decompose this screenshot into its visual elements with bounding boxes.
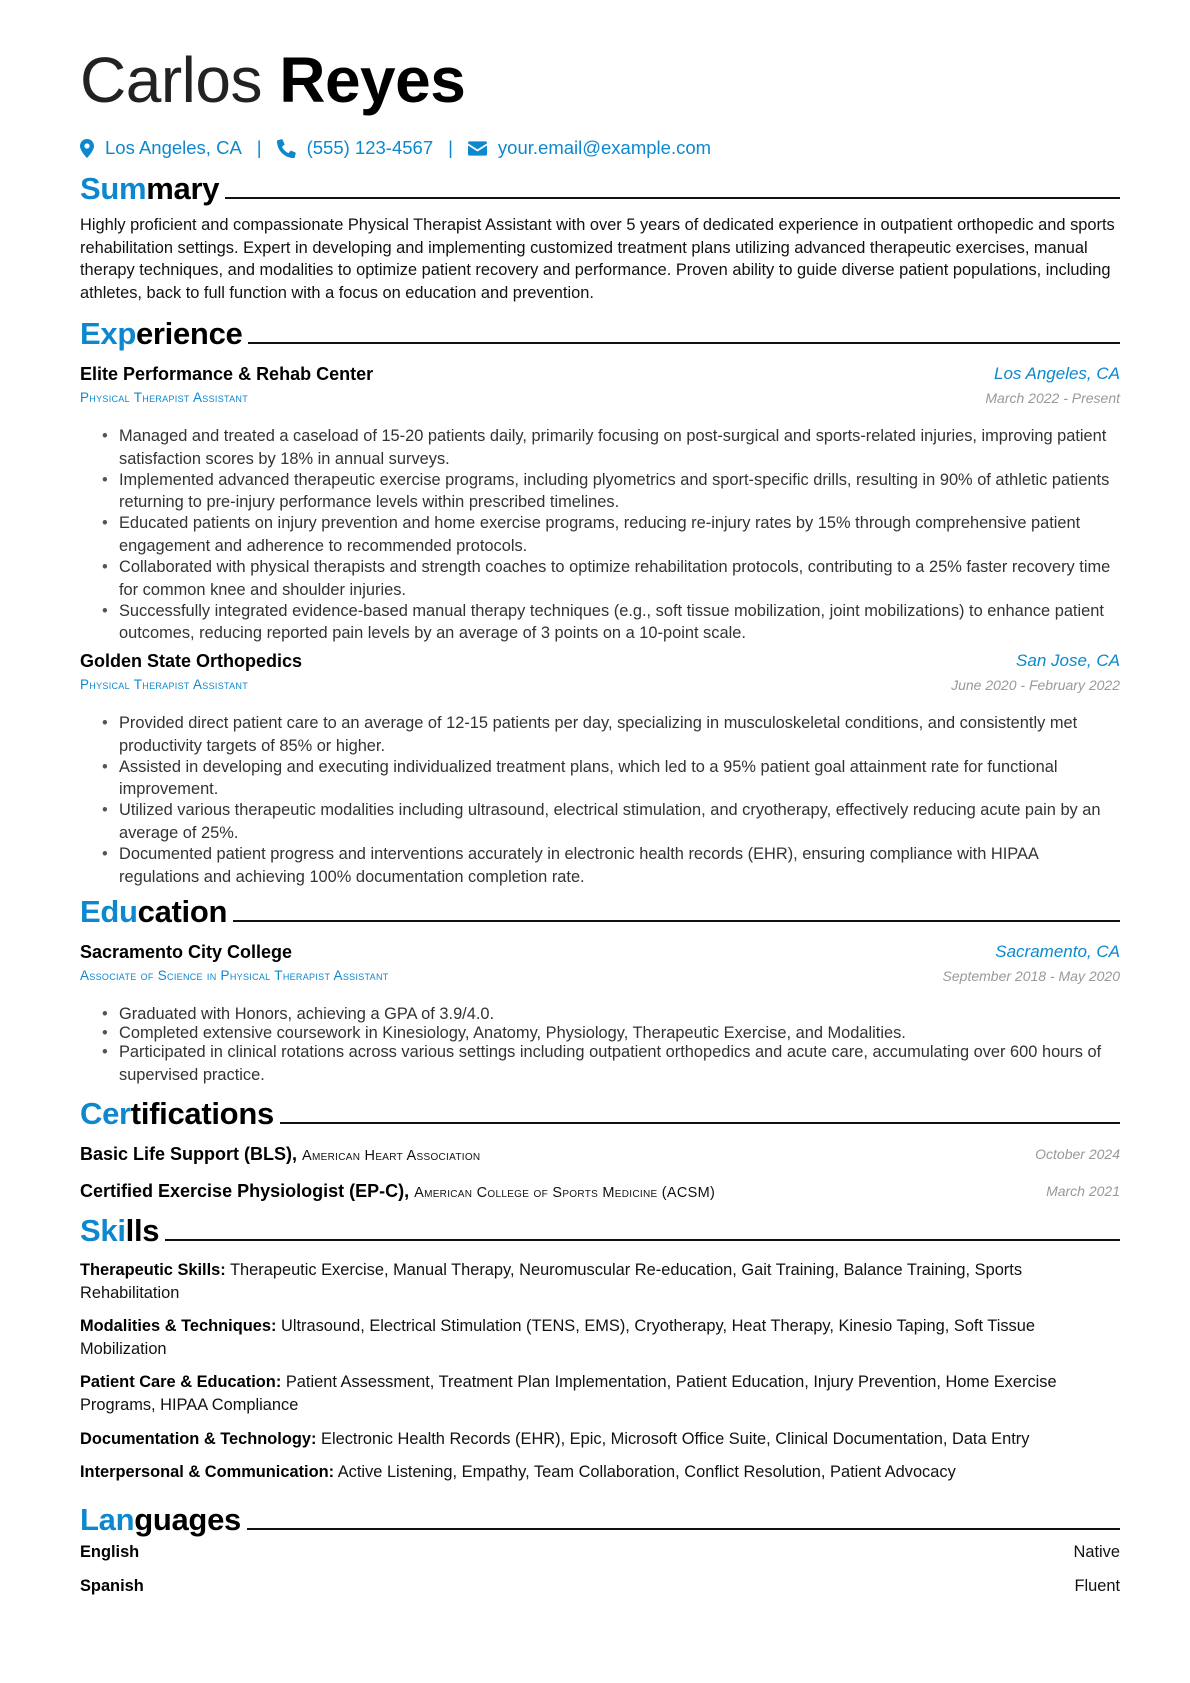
- language-name: Spanish: [80, 1577, 144, 1595]
- job-bullets: [80, 425, 1120, 643]
- skill-label: Modalities & Techniques:: [80, 1317, 277, 1335]
- section-title: Summary: [80, 171, 220, 206]
- last-name: Reyes: [279, 44, 466, 116]
- section-education-heading: [80, 890, 1120, 930]
- education-entry-header: [80, 942, 1120, 988]
- contact-location: [80, 137, 242, 159]
- section-title: Education: [80, 894, 228, 929]
- certification-row: [80, 1181, 1120, 1209]
- contact-separator: |: [256, 137, 262, 158]
- location-text: Los Angeles, CA: [105, 137, 242, 158]
- certification-name: Basic Life Support (BLS), American Heart Association: [80, 1144, 481, 1164]
- list-item: • Completed extensive coursework in Kinesiology, Anatomy, Physiology, Therapeutic Exercise, and Modalities.: [80, 1022, 1120, 1045]
- list-item: • Graduated with Honors, achieving a GPA of 3.9/4.0.: [80, 1003, 1120, 1026]
- section-rule: [247, 1528, 1120, 1530]
- list-item: • Managed and treated a caseload of 15-20 patients daily, primarily focusing on post-surgical and sports-related injuries, improving patient satisfaction scores by 18% in annual surveys.: [80, 425, 1120, 470]
- skill-label: Documentation & Technology:: [80, 1430, 317, 1448]
- skill-list: Patient Assessment, Treatment Plan Implementation, Patient Education, Injury Prevention, Home Exercise Programs, HIPAA Compliance: [80, 1373, 1057, 1414]
- contact-separator: |: [448, 137, 453, 158]
- job-bullets: [80, 712, 1120, 887]
- section-rule: [248, 342, 1120, 344]
- skill-list: Therapeutic Exercise, Manual Therapy, Neuromuscular Re-education, Gait Training, Balance Training, Sports Rehabilitation: [80, 1261, 1023, 1302]
- certification-date: March 2021: [1046, 1183, 1120, 1199]
- job-title: Physical Therapist Assistant: [80, 390, 249, 405]
- certification-issuer: American College of Sports Medicine (ACSM): [414, 1185, 716, 1201]
- section-title: Languages: [80, 1502, 241, 1537]
- degree-title: Associate of Science in Physical Therapist Assistant: [80, 968, 389, 983]
- skill-list: Ultrasound, Electrical Stimulation (TENS, EMS), Cryotherapy, Heat Therapy, Kinesio Taping, Soft Tissue Mobilization: [80, 1317, 1035, 1358]
- section-summary-heading: [80, 167, 1120, 207]
- section-rule: [280, 1122, 1120, 1124]
- job-dates: March 2022 - Present: [985, 390, 1120, 406]
- phone-text: (555) 123-4567: [306, 137, 434, 158]
- section-title: Skills: [80, 1213, 160, 1248]
- list-item: • Assisted in developing and executing individualized treatment plans, which led to a 95% patient goal attainment rate for functional improvement.: [80, 756, 1120, 801]
- list-item: • Successfully integrated evidence-based manual therapy techniques (e.g., soft tissue mobilization, joint mobilizations) to enhance patient outcomes, reducing reported pain levels by an average of 3 points on a 10-point scale.: [80, 600, 1120, 645]
- skill-label: Therapeutic Skills:: [80, 1261, 226, 1279]
- skill-label: Interpersonal & Communication:: [80, 1463, 335, 1481]
- skill-list: Electronic Health Records (EHR), Epic, Microsoft Office Suite, Clinical Documentation, Data Entry: [321, 1430, 1030, 1448]
- employer-name: Golden State Orthopedics: [80, 651, 303, 671]
- job-entry-header: [80, 364, 1120, 410]
- phone-icon: [277, 139, 296, 158]
- list-item: • Participated in clinical rotations across various settings including outpatient orthopedics and acute care, accumulating over 600 hours of supervised practice.: [80, 1041, 1120, 1086]
- job-entry-header: [80, 651, 1120, 697]
- certification-issuer: American Heart Association: [302, 1148, 481, 1164]
- section-rule: [225, 197, 1120, 199]
- skill-group: [80, 1461, 1120, 1484]
- section-title: Certifications: [80, 1096, 274, 1131]
- language-row: [80, 1577, 1120, 1601]
- section-certifications-heading: [80, 1092, 1120, 1132]
- section-title: Experience: [80, 316, 243, 351]
- skill-group: [80, 1428, 1120, 1451]
- candidate-name: [80, 40, 465, 120]
- certification-date: October 2024: [1035, 1146, 1120, 1162]
- skill-group: [80, 1315, 1120, 1360]
- language-level: Native: [1073, 1543, 1120, 1561]
- summary-text: Highly proficient and compassionate Physical Therapist Assistant with over 5 years of dedicated experience in outpatient orthopedic and sports rehabilitation settings. Expert in developing and implementing customized treatment plans utilizing advanced therapeutic exercises, manual therapy techniques, and modalities to optimize patient recovery and performance. Proven ability to guide diverse patient populations, including athletes, back to full function with a focus on education and prevention.: [80, 216, 1115, 302]
- first-name: Carlos: [80, 44, 262, 116]
- job-location: San Jose, CA: [1016, 651, 1120, 670]
- list-item: • Implemented advanced therapeutic exercise programs, including plyometrics and sport-specific drills, resulting in 90% of athletic patients returning to pre-injury performance levels within prescribed timelines.: [80, 469, 1120, 514]
- job-title: Physical Therapist Assistant: [80, 677, 249, 692]
- envelope-icon: [468, 141, 487, 156]
- education-bullets: [80, 1003, 1120, 1085]
- education-dates: September 2018 - May 2020: [942, 968, 1120, 984]
- job-dates: June 2020 - February 2022: [951, 677, 1120, 693]
- language-row: [80, 1543, 1120, 1567]
- email-text: your.email@example.com: [497, 137, 712, 158]
- section-skills-heading: [80, 1209, 1120, 1249]
- job-location: Los Angeles, CA: [994, 364, 1120, 383]
- certification-row: [80, 1144, 1120, 1172]
- school-location: Sacramento, CA: [995, 942, 1120, 961]
- map-pin-icon: [80, 139, 94, 158]
- employer-name: Elite Performance & Rehab Center: [80, 364, 374, 384]
- list-item: • Provided direct patient care to an average of 12-15 patients per day, specializing in musculoskeletal conditions, and consistently met productivity targets of 85% or higher.: [80, 712, 1120, 757]
- list-item: • Documented patient progress and interventions accurately in electronic health records (EHR), ensuring compliance with HIPAA regulations and achieving 100% documentation completion rate.: [80, 843, 1120, 888]
- list-item: • Collaborated with physical therapists and strength coaches to optimize rehabilitation protocols, contributing to a 25% faster recovery time for common knee and shoulder injuries.: [80, 556, 1120, 601]
- section-rule: [165, 1239, 1120, 1241]
- section-rule: [233, 920, 1120, 922]
- section-languages-heading: [80, 1498, 1120, 1538]
- school-name: Sacramento City College: [80, 942, 293, 962]
- skill-list: Active Listening, Empathy, Team Collaboration, Conflict Resolution, Patient Advocacy: [337, 1463, 956, 1481]
- list-item: • Utilized various therapeutic modalities including ultrasound, electrical stimulation, and cryotherapy, effectively reducing acute pain by an average of 25%.: [80, 799, 1120, 844]
- language-level: Fluent: [1074, 1577, 1120, 1595]
- contact-phone[interactable]: [277, 137, 434, 159]
- list-item: • Educated patients on injury prevention and home exercise programs, reducing re-injury rates by 15% through comprehensive patient engagement and adherence to recommended protocols.: [80, 512, 1120, 557]
- skill-group: [80, 1259, 1120, 1304]
- contact-email[interactable]: [468, 137, 711, 159]
- certification-name: Certified Exercise Physiologist (EP-C), American College of Sports Medicine (ACSM): [80, 1181, 716, 1201]
- language-name: English: [80, 1543, 140, 1561]
- skill-group: [80, 1371, 1120, 1416]
- skill-label: Patient Care & Education:: [80, 1373, 282, 1391]
- contact-bar: [80, 133, 711, 163]
- section-experience-heading: [80, 312, 1120, 352]
